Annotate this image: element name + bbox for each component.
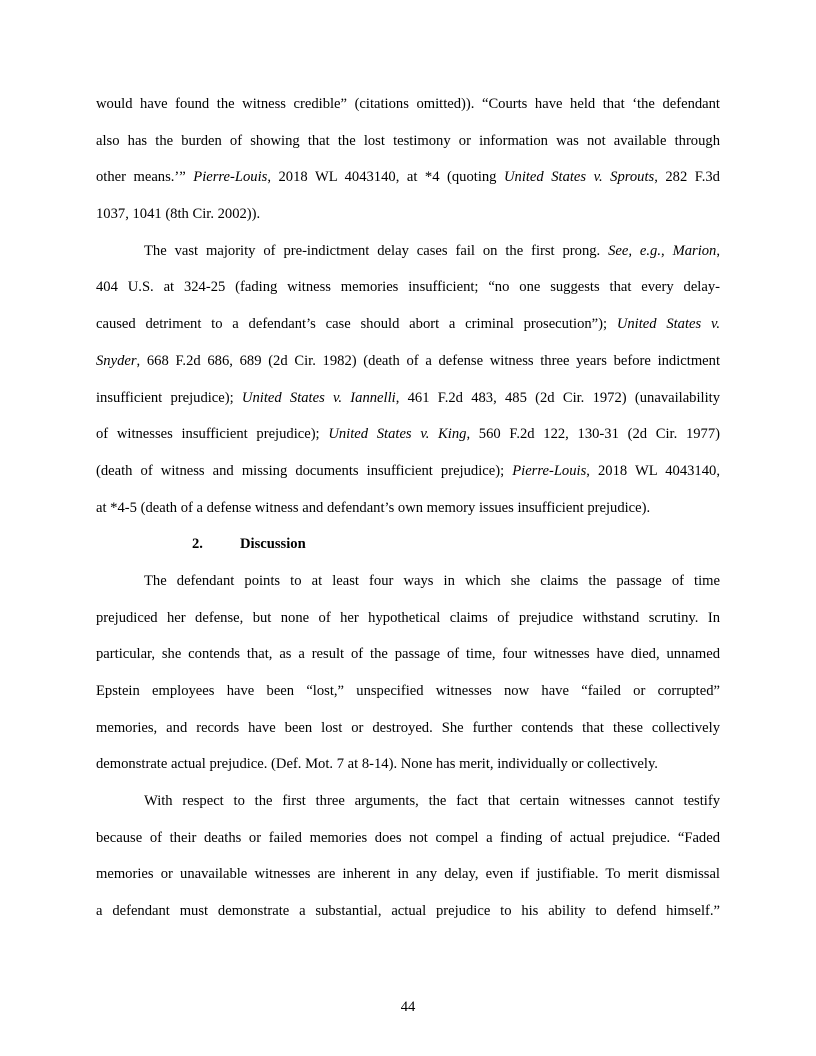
text-run: With respect to the first three arguments, the fact that certain witnesses cannot testify bbox=[144, 793, 720, 810]
italic-citation: Pierre-Louis bbox=[512, 462, 587, 479]
section-heading bbox=[96, 533, 720, 570]
text-run: , bbox=[661, 242, 673, 259]
text-line bbox=[96, 313, 720, 350]
text-run: memories, and records have been lost or destroyed. She further contends that these collectively bbox=[96, 719, 720, 736]
text-run: , 282 F.3d bbox=[654, 169, 720, 186]
text-run: caused detriment to a defendant’s case should abort a criminal prosecution”); bbox=[96, 316, 617, 333]
text-line bbox=[96, 570, 720, 607]
section-title: Discussion bbox=[240, 536, 306, 553]
text-line bbox=[96, 203, 720, 240]
text-line bbox=[96, 827, 720, 864]
text-line bbox=[96, 717, 720, 754]
text-run: memories or unavailable witnesses are inherent in any delay, even if justifiable. To merit dismissal bbox=[96, 866, 720, 883]
text-run: particular, she contends that, as a result of the passage of time, four witnesses have died, unnamed bbox=[96, 646, 720, 663]
text-line bbox=[96, 680, 720, 717]
body-text bbox=[96, 93, 720, 937]
text-run: insufficient prejudice); bbox=[96, 389, 242, 406]
text-run: , 461 F.2d 483, 485 (2d Cir. 1972) (unavailability bbox=[395, 389, 720, 406]
text-run: The vast majority of pre-indictment delay cases fail on the first prong. bbox=[144, 242, 609, 259]
text-line bbox=[96, 350, 720, 387]
text-line bbox=[96, 166, 720, 203]
italic-citation: Pierre-Louis bbox=[193, 169, 268, 186]
italic-citation: See, e.g. bbox=[608, 242, 661, 259]
text-line bbox=[96, 276, 720, 313]
text-run: 1037, 1041 (8th Cir. 2002)). bbox=[96, 206, 261, 223]
text-line bbox=[96, 423, 720, 460]
text-run: , bbox=[716, 242, 720, 259]
text-run: would have found the witness credible” (citations omitted)). “Courts have held that ‘the defendant bbox=[96, 96, 720, 112]
text-run: 404 U.S. at 324-25 (fading witness memories insufficient; “no one suggests that every delay- bbox=[96, 279, 720, 296]
page-number: 44 bbox=[400, 999, 416, 1015]
text-run: other means.’” bbox=[96, 169, 194, 186]
text-run: a defendant must demonstrate a substantial, actual prejudice to his ability to defend himself.” bbox=[96, 903, 720, 920]
text-line bbox=[96, 130, 720, 167]
text-line bbox=[96, 240, 720, 277]
text-run: Epstein employees have been “lost,” unspecified witnesses now have “failed or corrupted” bbox=[96, 683, 720, 699]
text-line bbox=[96, 93, 720, 130]
italic-citation: United States v. bbox=[616, 316, 720, 333]
text-line bbox=[96, 643, 720, 680]
text-run: , 2018 WL 4043140, at *4 (quoting bbox=[267, 169, 504, 186]
text-run: , 668 F.2d 686, 689 (2d Cir. 1982) (death of a defense witness three years before indictment bbox=[136, 352, 720, 369]
text-run: demonstrate actual prejudice. (Def. Mot. 7 at 8-14). None has merit, individually or collectively. bbox=[96, 756, 658, 773]
text-run: at *4-5 (death of a defense witness and defendant’s own memory issues insufficient prejudice). bbox=[96, 499, 651, 516]
section-number: 2. bbox=[192, 536, 203, 553]
italic-citation: United States v. Sprouts bbox=[503, 169, 655, 186]
text-line bbox=[96, 387, 720, 424]
text-line bbox=[96, 863, 720, 900]
text-run: The defendant points to at least four ways in which she claims the passage of time bbox=[144, 572, 720, 589]
italic-citation: Marion bbox=[672, 242, 717, 259]
text-run: , 2018 WL 4043140, bbox=[586, 462, 720, 479]
text-line bbox=[96, 497, 720, 534]
text-run: , 560 F.2d 122, 130-31 (2d Cir. 1977) bbox=[466, 426, 720, 443]
text-run: also has the burden of showing that the lost testimony or information was not available through bbox=[96, 132, 720, 149]
italic-citation: United States v. Iannelli bbox=[241, 389, 396, 406]
text-line bbox=[96, 607, 720, 644]
italic-citation: United States v. King bbox=[328, 426, 467, 443]
text-run: because of their deaths or failed memories does not compel a finding of actual prejudice. “Faded bbox=[96, 829, 720, 846]
italic-citation: Snyder bbox=[96, 352, 137, 369]
text-run: prejudiced her defense, but none of her hypothetical claims of prejudice withstand scrutiny. In bbox=[96, 609, 720, 626]
text-line bbox=[96, 900, 720, 937]
text-line bbox=[96, 790, 720, 827]
text-run: of witnesses insufficient prejudice); bbox=[96, 426, 329, 443]
text-line bbox=[96, 753, 720, 790]
text-run: (death of witness and missing documents insufficient prejudice); bbox=[96, 462, 513, 479]
text-line bbox=[96, 460, 720, 497]
